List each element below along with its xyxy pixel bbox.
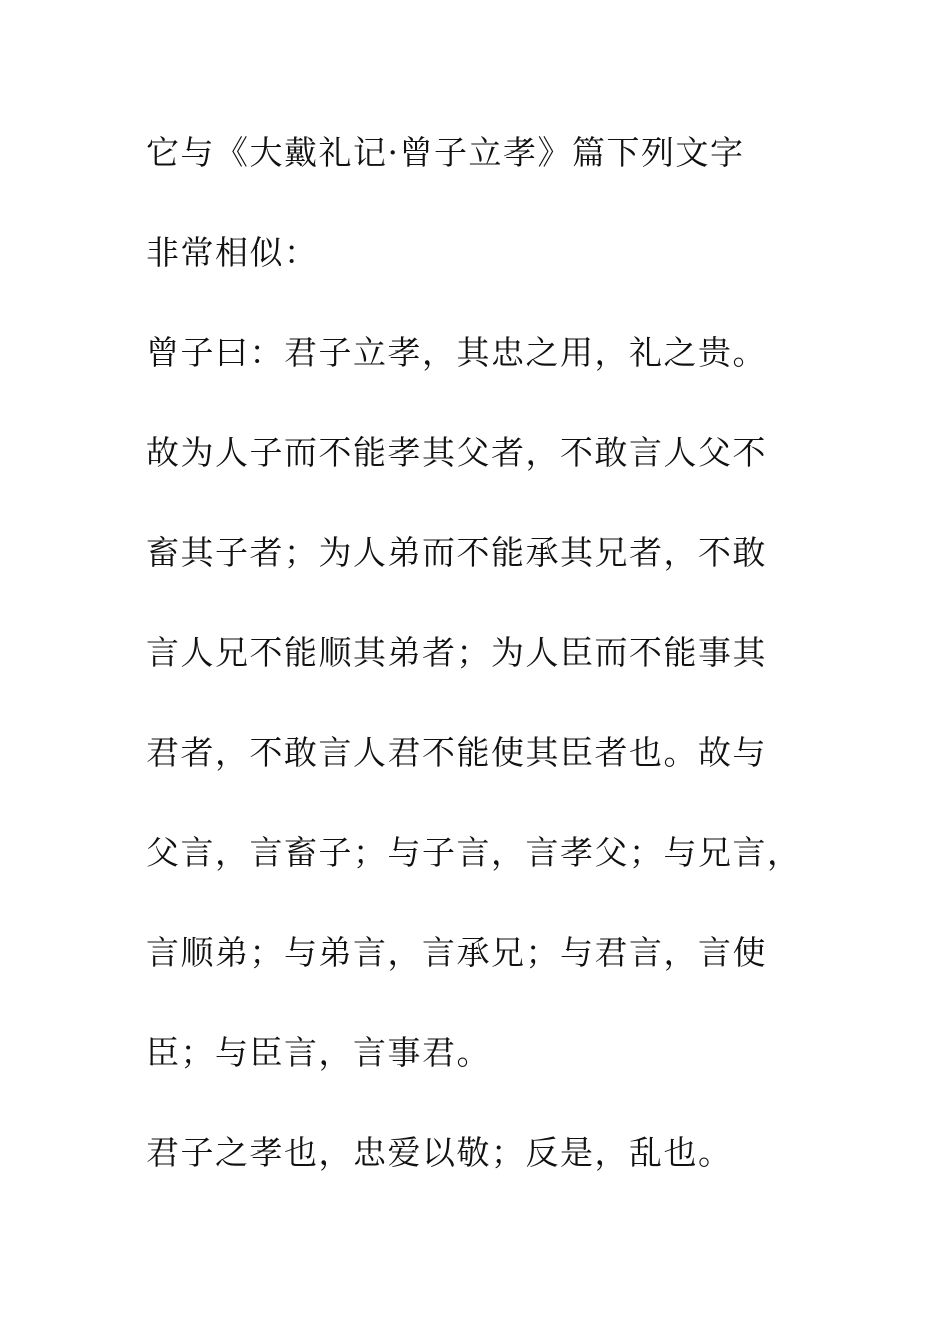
text-line: 父言，言畜子；与子言，言孝父；与兄言， <box>146 833 802 872</box>
text-line: 君者，不敢言人君不能使其臣者也。故与 <box>146 733 767 772</box>
text-line: 畜其子者；为人弟而不能承其兄者，不敢 <box>146 533 767 572</box>
text-line: 言人兄不能顺其弟者；为人臣而不能事其 <box>146 633 767 672</box>
text-line: 臣；与臣言，言事君。 <box>146 1033 491 1072</box>
text-line: 非常相似： <box>146 233 319 272</box>
text-line: 曾子曰：君子立孝，其忠之用，礼之贵。 <box>146 333 767 372</box>
text-line: 君子之孝也，忠爱以敬；反是，乱也。 <box>146 1133 733 1172</box>
text-line: 言顺弟；与弟言，言承兄；与君言，言使 <box>146 933 767 972</box>
body-text <box>146 120 836 1220</box>
text-line: 它与《大戴礼记·曾子立孝》篇下列文字 <box>146 133 745 172</box>
text-line: 故为人子而不能孝其父者，不敢言人父不 <box>146 433 767 472</box>
